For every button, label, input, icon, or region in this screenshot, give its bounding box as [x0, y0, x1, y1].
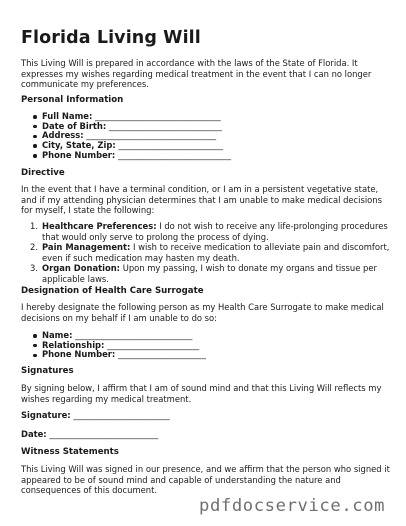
- fill-in-blank: _______________________________: [86, 130, 217, 141]
- signatures-heading: Signatures: [21, 366, 74, 376]
- field-label: Phone Number:: [42, 149, 116, 160]
- directive-heading: Directive: [21, 168, 65, 178]
- item-text: I wish to receive medication to alleviate pain and discomfort, even if such medication may hasten my death.: [42, 242, 390, 263]
- field-label: Phone Number:: [42, 349, 116, 360]
- directive-item-organ-donation: [21, 263, 391, 284]
- fill-in-blank: ___________________________: [117, 149, 231, 160]
- fill-in-blank: ___________________________: [108, 120, 222, 131]
- directive-list: [21, 221, 391, 285]
- field-label: Relationship:: [42, 339, 105, 350]
- fill-in-blank: _______________________: [73, 410, 170, 420]
- signature-line: [21, 410, 170, 420]
- witness-heading: Witness Statements: [21, 447, 119, 457]
- fill-in-blank: ______________________: [107, 339, 200, 350]
- document-title: Florida Living Will: [21, 28, 201, 48]
- item-label: Healthcare Preferences:: [42, 221, 157, 231]
- directive-item-pain-management: [21, 242, 391, 263]
- field-phone-number: [33, 151, 231, 161]
- personal-information-fields: [33, 112, 231, 161]
- item-number: 1.: [30, 221, 38, 231]
- item-text: Upon my passing, I wish to donate my organs and tissue per applicable laws.: [42, 263, 377, 284]
- field-label: Date of Birth:: [42, 120, 107, 131]
- item-text: I do not wish to receive any life-prolonging procedures that would only serve to prolong the process of dying.: [42, 221, 388, 242]
- date-label: Date:: [21, 429, 47, 439]
- personal-information-heading: Personal Information: [21, 95, 124, 105]
- witness-paragraph: This Living Will was signed in our presence, and we affirm that the person who signed it appeared to be of sound mind and capable of understanding the nature and consequences of this document.: [21, 464, 390, 496]
- field-surrogate-phone: [33, 350, 206, 360]
- item-number: 2.: [30, 242, 38, 253]
- item-label: Pain Management:: [42, 242, 131, 253]
- intro-paragraph: This Living Will is prepared in accordance with the laws of the State of Florida. It expresses my wishes regarding medical treatment in the event that I can no longer communicate my preferences.: [21, 58, 372, 90]
- field-label: Address:: [42, 130, 84, 141]
- date-line: [21, 429, 158, 439]
- fill-in-blank: ______________________________: [95, 111, 221, 121]
- field-label: Name:: [42, 330, 73, 340]
- pdfdocservice-logo: pdfdocservice.com: [199, 496, 386, 516]
- signature-label: Signature:: [21, 410, 71, 420]
- fill-in-blank: __________________________: [49, 429, 159, 439]
- fill-in-blank: _____________________: [117, 349, 206, 360]
- signatures-paragraph: By signing below, I affirm that I am of sound mind and that this Living Will reflects my wishes regarding my medical treatment.: [21, 383, 382, 404]
- surrogate-heading: Designation of Health Care Surrogate: [21, 286, 204, 296]
- surrogate-fields: [33, 331, 206, 360]
- directive-item-healthcare-preferences: [21, 221, 391, 242]
- surrogate-paragraph: I hereby designate the following person as my Health Care Surrogate to make medical decisions on my behalf if I am unable to do so:: [21, 302, 384, 323]
- field-label: City, State, Zip:: [42, 140, 116, 151]
- field-label: Full Name:: [42, 111, 93, 121]
- directive-paragraph: In the event that I have a terminal condition, or I am in a persistent vegetative state, and if my attending physician determines that I am unable to make medical decisions for myself, I state the following:: [21, 184, 382, 216]
- item-label: Organ Donation:: [42, 263, 121, 274]
- fill-in-blank: _________________________: [118, 140, 224, 151]
- fill-in-blank: ____________________________: [75, 330, 193, 340]
- item-number: 3.: [30, 263, 38, 274]
